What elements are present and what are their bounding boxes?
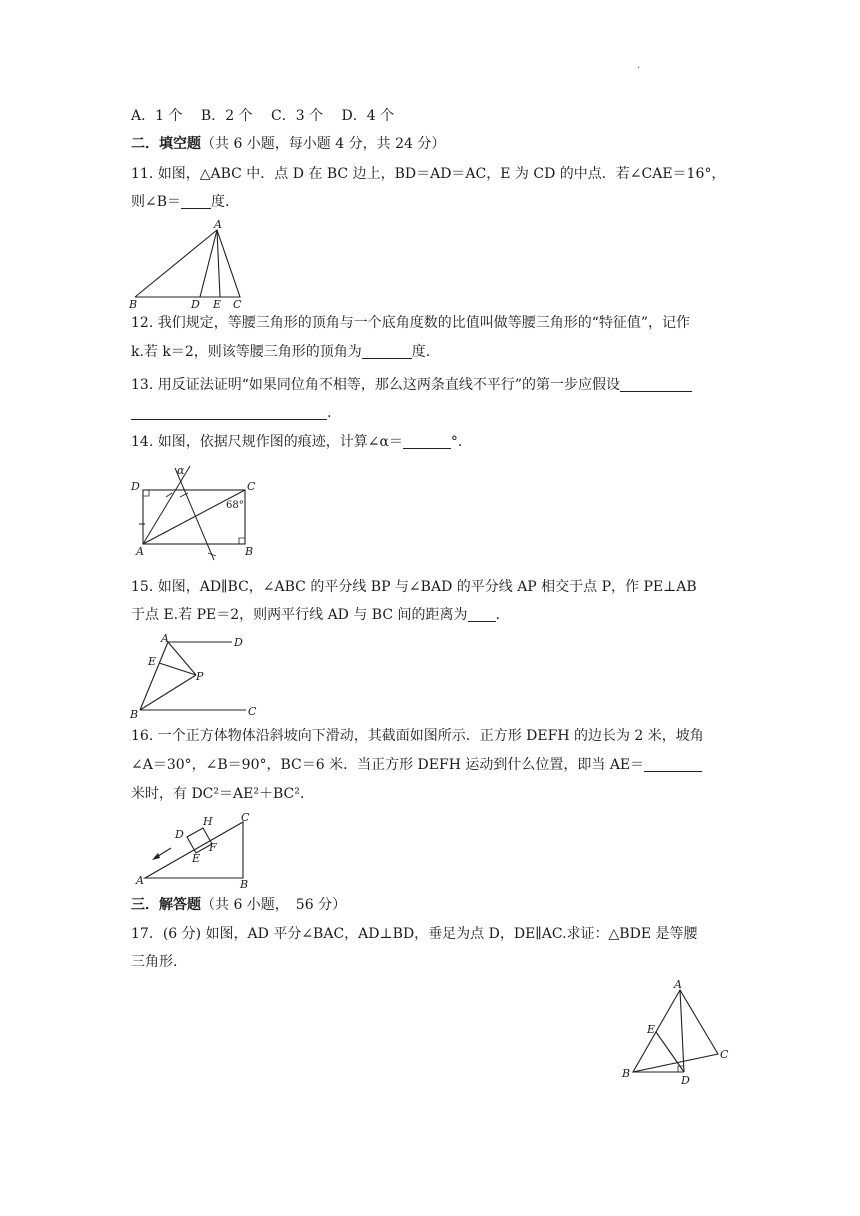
options-line: A．1 个 B．2 个 C．3 个 D．4 个 <box>131 108 395 124</box>
q14-label-d: D <box>131 480 140 493</box>
q14-text-pre: 14. 如图，依据尺规作图的痕迹，计算∠α＝ <box>131 434 403 450</box>
q11-figure <box>125 218 255 310</box>
q11-label-a: A <box>214 218 222 231</box>
q13-line1 <box>131 376 692 394</box>
q16-label-e: E <box>192 852 201 865</box>
q17-line2: 三角形. <box>131 954 178 970</box>
q14-right-angle-d <box>143 490 149 496</box>
q12-line1: 12. 我们规定，等腰三角形的顶角与一个底角度数的比值叫做等腰三角形的“特征值”，记作 <box>131 315 691 331</box>
q14-angle-bisector <box>143 466 190 544</box>
q12-line2 <box>131 343 430 361</box>
q17-figure <box>618 978 738 1086</box>
q15-segment-ab <box>140 642 168 710</box>
q15-label-p: P <box>196 670 204 683</box>
q11-triangle-abc <box>135 230 240 297</box>
q16-label-b: B <box>240 878 249 891</box>
q16-arrow-head <box>152 853 160 860</box>
q16-label-h: H <box>203 815 213 828</box>
q14-angle-label: 68° <box>226 500 244 511</box>
q14-figure <box>128 460 268 568</box>
section3-label: 三．解答题 <box>131 897 201 913</box>
q16-label-a: A <box>136 874 144 887</box>
q14-diagonal-ac <box>143 490 245 544</box>
section2-note: （共 6 小题，每小题 4 分，共 24 分） <box>201 136 446 152</box>
section3-heading <box>131 896 346 914</box>
q15-line2 <box>131 606 500 624</box>
q15-answer-blank[interactable] <box>468 607 496 622</box>
q11-label-c: C <box>233 298 242 311</box>
q11-label-d: D <box>191 298 200 311</box>
section2-heading <box>131 135 445 153</box>
q11-line2 <box>131 193 229 211</box>
q12-line2-pre: k.若 k＝2，则该等腰三角形的顶角为 <box>131 344 362 360</box>
q17-label-e: E <box>647 1023 656 1036</box>
q11-label-b: B <box>129 298 138 311</box>
q11-label-e: E <box>213 298 222 311</box>
q14-text-post: °. <box>450 434 463 450</box>
q15-line2-pre: 于点 E.若 PE＝2，则两平行线 AD 与 BC 间的距离为 <box>131 607 468 623</box>
q16-line2 <box>131 756 702 774</box>
q15-label-b: B <box>130 708 139 721</box>
q11-line2-pre: 则∠B＝ <box>131 194 182 210</box>
q14-answer-blank[interactable] <box>403 434 451 449</box>
q11-segment-ae <box>217 230 220 297</box>
q17-line1: 17．(6 分) 如图，AD 平分∠BAC，AD⊥BD，垂足为点 D，DE∥AC.求证：△BDE 是等腰 <box>131 926 698 942</box>
q14-label-a: A <box>136 545 144 558</box>
q14-line <box>131 433 462 451</box>
q13-answer-blank-1[interactable] <box>620 377 692 392</box>
q15-label-c: C <box>248 705 257 718</box>
q13-line2 <box>131 404 331 422</box>
q14-label-c: C <box>247 480 256 493</box>
q15-label-a: A <box>161 632 169 645</box>
q14-compass-arcs <box>139 493 216 556</box>
q11-line2-post: 度. <box>211 194 230 210</box>
q17-segment-ad <box>680 990 684 1072</box>
q15-label-e: E <box>148 655 157 668</box>
q16-label-c: C <box>241 811 250 824</box>
q13-line2-post: . <box>327 405 332 421</box>
q15-label-d: D <box>234 636 243 649</box>
q13-answer-blank-2[interactable] <box>131 405 327 420</box>
q15-figure <box>128 630 268 722</box>
q12-answer-blank[interactable] <box>362 344 412 359</box>
section2-label: 二．填空题 <box>131 136 201 152</box>
q15-segment-bp <box>140 675 196 710</box>
q15-line1: 15. 如图，AD∥BC，∠ABC 的平分线 BP 与∠BAD 的平分线 AP 相交于点 P，作 PE⊥AB <box>131 579 697 595</box>
section3-note: （共 6 小题， 56 分） <box>201 897 347 913</box>
q17-label-d: D <box>681 1074 690 1087</box>
q15-line2-post: . <box>495 607 500 623</box>
q13-line1-text: 13. 用反证法证明“如果同位角不相等，那么这两条直线不平行”的第一步应假设 <box>131 377 621 393</box>
q14-label-b: B <box>245 545 254 558</box>
q16-line2-pre: ∠A＝30°，∠B＝90°，BC＝6 米．当正方形 DEFH 运动到什么位置，即当 AE＝ <box>131 757 645 773</box>
q11-answer-blank[interactable] <box>181 194 211 209</box>
header-mark: . <box>637 60 641 71</box>
q16-label-d: D <box>175 828 184 841</box>
q17-label-a: A <box>674 978 682 991</box>
q14-label-alpha: α <box>177 464 185 477</box>
q14-right-angle-b <box>239 538 245 544</box>
q16-figure <box>133 811 263 891</box>
q16-line3: 米时，有 DC²＝AE²＋BC². <box>131 786 305 802</box>
q16-label-f: F <box>209 841 217 854</box>
q12-line2-post: 度. <box>411 344 431 360</box>
q17-label-b: B <box>622 1067 631 1080</box>
q11-segment-ad <box>200 230 217 297</box>
q17-label-c: C <box>720 1048 729 1061</box>
q11-line1: 11. 如图，△ABC 中．点 D 在 BC 边上，BD＝AD＝AC，E 为 CD 的中点．若∠CAE＝16°， <box>131 166 726 182</box>
q16-answer-blank[interactable] <box>644 757 702 772</box>
q16-line1: 16. 一个正方体物体沿斜坡向下滑动，其截面如图所示．正方形 DEFH 的边长为 2 米，坡角 <box>131 728 704 744</box>
